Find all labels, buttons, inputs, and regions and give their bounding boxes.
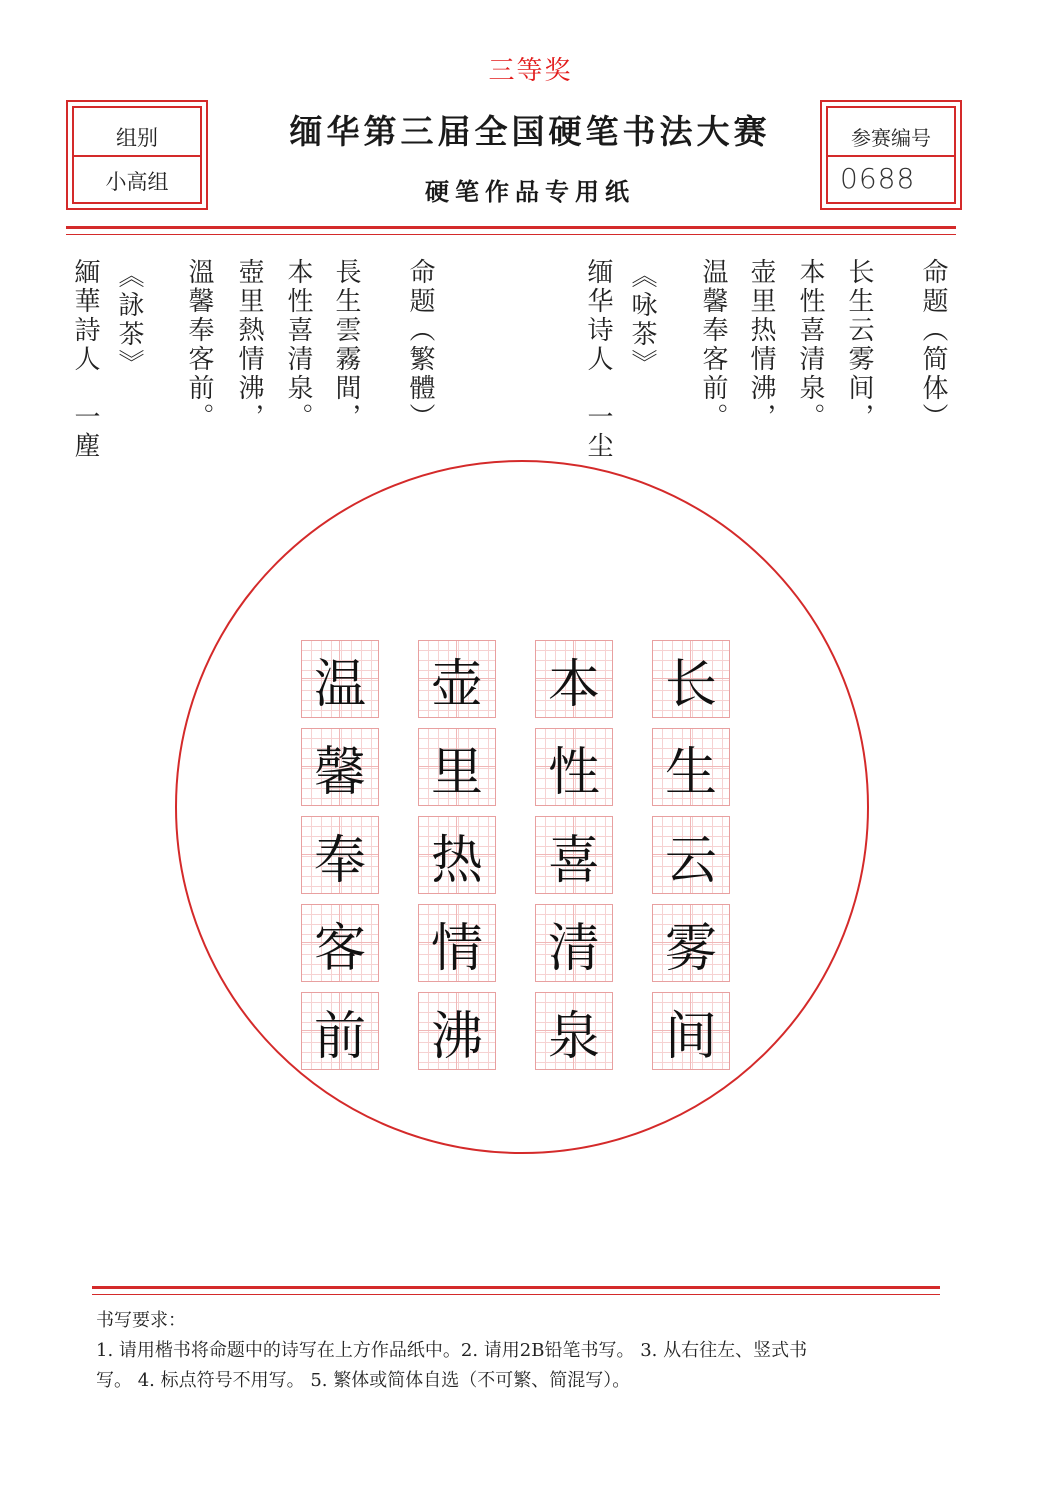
requirements-heading: 书写要求： — [96, 1310, 186, 1331]
artwork-cell: 间 — [652, 992, 730, 1070]
footer-rule-thin — [92, 1294, 940, 1295]
artwork-cell: 沸 — [418, 992, 496, 1070]
artwork-cell: 性 — [535, 728, 613, 806]
prompt-traditional-line-3: 壺里熱情沸， — [234, 258, 264, 432]
requirements-line-1: 1. 请用楷书将命题中的诗写在上方作品纸中。2. 请用2B铅笔书写。 3. 从右往左、竖式书 — [96, 1340, 808, 1361]
prompt-traditional-poem-title: 《詠茶》 — [114, 262, 144, 378]
prompt-traditional-line-1: 長生雲霧間， — [331, 258, 361, 432]
prompt-simplified-poem-title: 《咏茶》 — [627, 262, 657, 378]
prompt-simplified-line-4: 温馨奉客前。 — [698, 258, 728, 432]
prompt-simplified-line-1: 长生云雾间， — [844, 258, 874, 432]
award-label: 三等奖 — [488, 56, 573, 86]
prompt-traditional-line-4: 溫馨奉客前。 — [184, 258, 214, 432]
entry-number-label: 参赛编号 — [851, 126, 931, 150]
artwork-cell: 泉 — [535, 992, 613, 1070]
header-rule-thin — [66, 234, 956, 235]
artwork-cell: 长 — [652, 640, 730, 718]
artwork-cell: 清 — [535, 904, 613, 982]
artwork-cell: 奉 — [301, 816, 379, 894]
prompt-simplified-author: 缅华诗人 一尘 — [583, 258, 613, 461]
artwork-cell: 客 — [301, 904, 379, 982]
entry-number-box — [826, 106, 956, 204]
artwork-cell: 生 — [652, 728, 730, 806]
entry-number-value: 0688 — [840, 162, 916, 195]
artwork-cell: 云 — [652, 816, 730, 894]
artwork-cell: 前 — [301, 992, 379, 1070]
prompt-simplified-line-3: 壶里热情沸， — [746, 258, 776, 432]
prompt-simplified-line-2: 本性喜清泉。 — [795, 258, 825, 432]
artwork-cell: 本 — [535, 640, 613, 718]
prompt-traditional-author: 緬華詩人 一塵 — [70, 258, 100, 461]
prompt-traditional-line-2: 本性喜清泉。 — [283, 258, 313, 432]
artwork-cell: 温 — [301, 640, 379, 718]
group-value: 小高组 — [105, 170, 169, 194]
page-title: 缅华第三届全国硬笔书法大赛 — [289, 112, 771, 151]
artwork-circle — [175, 460, 869, 1154]
group-box — [72, 106, 202, 204]
artwork-cell: 馨 — [301, 728, 379, 806]
header-rule — [66, 226, 956, 229]
prompt-simplified-heading: 命题（简体） — [918, 258, 948, 432]
group-divider — [74, 155, 200, 157]
page-subtitle: 硬笔作品专用纸 — [425, 177, 635, 206]
artwork-cell: 雾 — [652, 904, 730, 982]
artwork-cell: 热 — [418, 816, 496, 894]
requirements-line-2: 写。 4. 标点符号不用写。 5. 繁体或简体自选（不可繁、简混写）。 — [96, 1370, 631, 1391]
entry-number-divider — [828, 155, 954, 157]
footer-rule — [92, 1286, 940, 1289]
artwork-cell: 喜 — [535, 816, 613, 894]
artwork-cell: 里 — [418, 728, 496, 806]
artwork-cell: 壶 — [418, 640, 496, 718]
prompt-traditional-heading: 命题（繁體） — [405, 258, 435, 432]
artwork-cell: 情 — [418, 904, 496, 982]
group-label: 组别 — [116, 126, 158, 150]
